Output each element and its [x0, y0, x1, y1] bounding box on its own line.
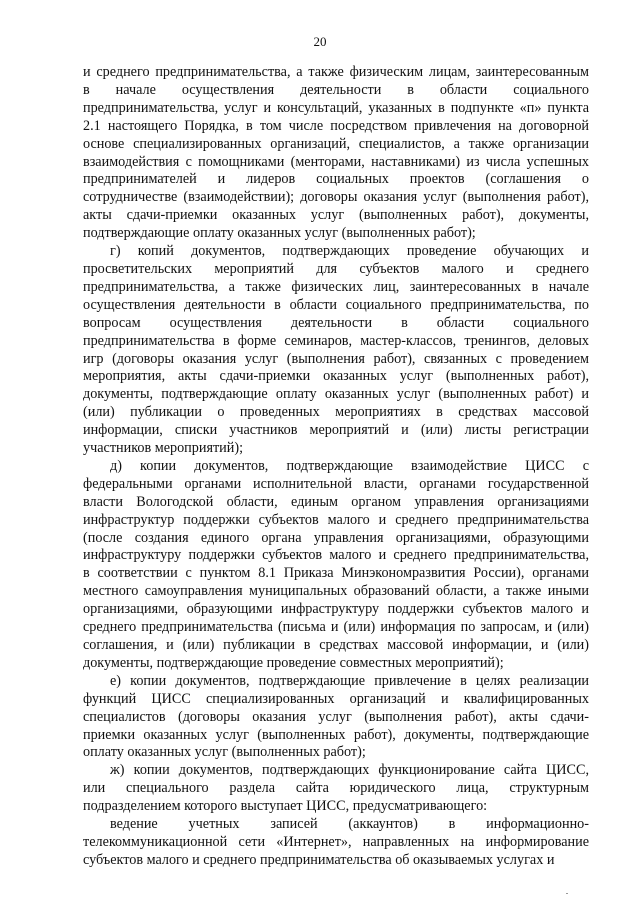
text-line: участников мероприятий); — [83, 440, 244, 457]
page-number: 20 — [313, 34, 327, 49]
text-line: г) копий документов, подтверждающих проведение обучающих и — [110, 243, 589, 260]
text-line: предпринимательства в форме семинаров, мастер-классов, тренингов, деловых — [83, 332, 589, 349]
paragraph — [83, 673, 589, 763]
text-line: приемки оказанных услуг (выполненных работ), документы, подтверждающие — [83, 726, 589, 743]
document-body — [83, 64, 589, 870]
text-line: функций ЦИСС специализированных организаций и квалифицированных — [83, 690, 589, 707]
text-line: соглашения, и (или) публикации в средствах массовой информации, и (или) — [83, 637, 589, 653]
text-line: д) копии документов, подтверждающие взаимодействие ЦИСС с — [110, 457, 589, 474]
text-line: (после создания единого органа управления организациями, образующими — [83, 529, 589, 546]
text-line: местного самоуправления муниципальных образований области, а также иными — [83, 583, 589, 600]
text-line: ж) копии документов, подтверждающих функционирование сайта ЦИСС, — [110, 762, 589, 779]
text-line: подразделением которого выступает ЦИСС, предусматривающего: — [83, 798, 488, 815]
text-line: (или) публикации о проведенных мероприятиях в средствах массовой — [83, 404, 589, 421]
text-line: взаимодействия с помощниками (менторами, наставниками) из числа успешных — [83, 153, 589, 170]
text-line: федеральными органами исполнительной власти, органами государственной — [83, 475, 589, 492]
text-line: среднего предпринимательства (письма и (или) информация по запросам, и (или) — [83, 619, 589, 636]
paragraph — [83, 762, 589, 816]
text-line: предпринимательства, а также физических лиц, заинтересованных в начале — [83, 278, 589, 295]
text-line: оплату оказанных услуг (выполненных работ); — [83, 744, 366, 761]
text-line: организациями, образующими инфраструктуру поддержки субъектов малого и — [83, 601, 589, 618]
text-line: подтверждающие оплату оказанных услуг (выполненных работ); — [83, 225, 476, 242]
text-line: инфраструктуру поддержки субъектов малого и среднего предпринимательства, — [83, 547, 589, 564]
text-line: предпринимательства, услуг и консультаций, указанных в подпункте «п» пункта — [83, 99, 589, 116]
text-line: игр (договоры оказания услуг (выполнения работ), связанных с проведением — [83, 350, 589, 367]
text-line: в соответствии с пунктом 8.1 Приказа Минэкономразвития России), органами — [83, 565, 589, 582]
text-line: информации, списки участников мероприятий и (или) листы регистрации — [83, 422, 589, 439]
text-line: документы, подтверждающие проведение совместных мероприятий); — [83, 654, 504, 671]
text-line: в начале осуществления деятельности в области социального — [83, 81, 589, 98]
text-line: власти Вологодской области, единым органом управления организациями — [83, 493, 589, 510]
text-line: е) копии документов, подтверждающие привлечение в целях реализации — [110, 672, 589, 689]
text-line: вопросам осуществления деятельности в области социального — [83, 314, 589, 331]
text-line: или специального раздела сайта юридического лица, структурным — [83, 780, 589, 797]
text-line: инфраструктур поддержки субъектов малого и среднего предпринимательства — [83, 511, 589, 528]
text-line: просветительских мероприятий для субъектов малого и среднего — [83, 260, 589, 277]
text-line: 2.1 настоящего Порядка, в том числе посредством привлечения на договорной — [83, 117, 589, 134]
text-line: и среднего предпринимательства, а также физическим лицам, заинтересованным — [83, 64, 589, 80]
paragraph — [83, 816, 589, 870]
text-line: основе специализированных организаций, специалистов, а также организации — [83, 135, 589, 152]
scan-mark — [566, 893, 568, 894]
text-line: документы, подтверждающие оплату оказанных услуг (выполненных работ) и — [83, 386, 589, 403]
text-line: сотрудничестве (взаимодействии); договоры оказания услуг (выполнения работ), — [83, 189, 589, 206]
text-line: субъектов малого и среднего предпринимательства об оказываемых услугах и — [83, 851, 555, 868]
paragraph — [83, 64, 589, 243]
paragraph — [83, 458, 589, 673]
text-line: телекоммуникационной сети «Интернет», направленных на информирование — [83, 833, 589, 850]
text-line: мероприятия, акты сдачи-приемки оказанных услуг (выполненных работ), — [83, 368, 589, 385]
text-line: акты сдачи-приемки оказанных услуг (выполненных работ), документы, — [83, 207, 589, 224]
text-line: осуществления деятельности в области социального предпринимательства, по — [83, 296, 589, 313]
text-line: ведение учетных записей (аккаунтов) в информационно- — [110, 816, 589, 833]
text-line: специалистов (договоры оказания услуг (выполнения работ), акты сдачи- — [83, 708, 589, 725]
paragraph — [83, 243, 589, 458]
text-line: предпринимателей и лидеров социальных проектов (соглашения о — [83, 171, 589, 188]
